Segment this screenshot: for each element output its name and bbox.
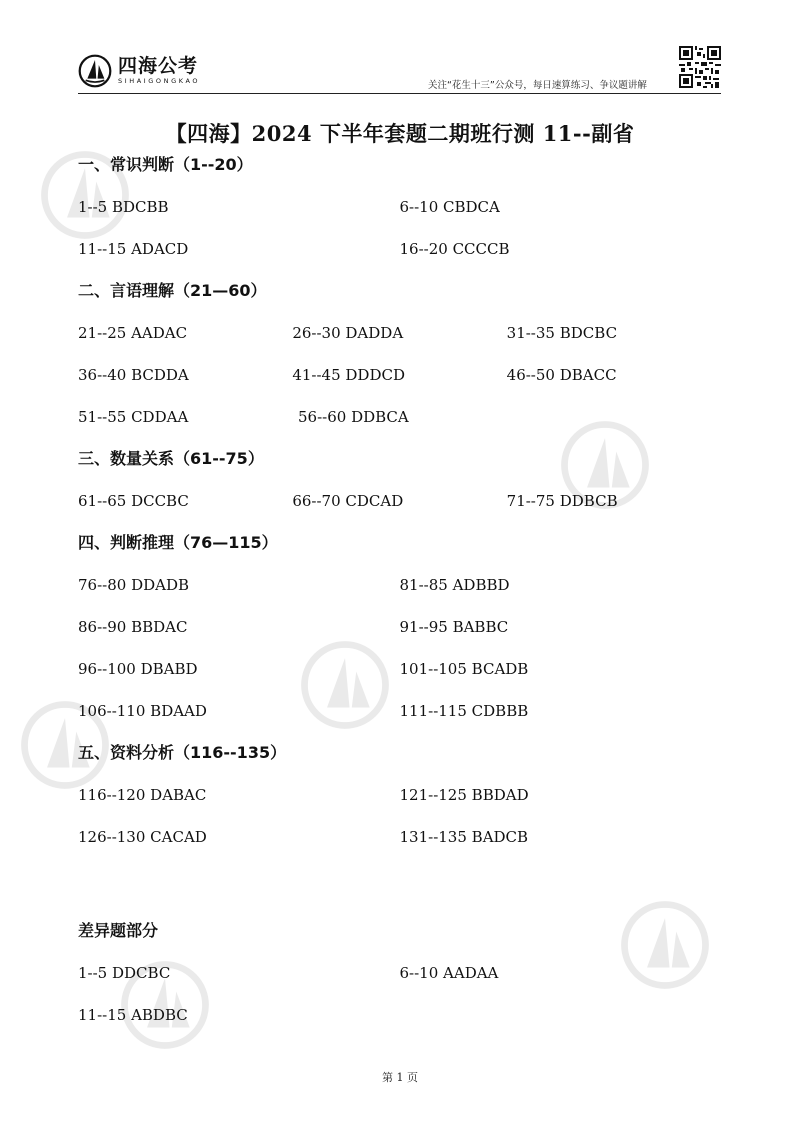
page-header <box>0 0 800 100</box>
answer-item: 116--120 DABAC <box>78 786 207 804</box>
page-title: 【四海】2024 下半年套题二期班行测 11--副省 <box>165 121 635 146</box>
answer-row <box>78 236 721 262</box>
answer-row <box>78 362 721 388</box>
answer-item: 11--15 ADACD <box>78 240 189 258</box>
answer-item: 106--110 BDAAD <box>78 702 207 720</box>
answer-item: 71--75 DDBCB <box>506 492 618 510</box>
answer-item: 66--70 CDCAD <box>292 492 404 510</box>
answer-item: 11--15 ABDBC <box>78 1006 188 1024</box>
section-heading: 三、数量关系（61--75） <box>78 449 264 468</box>
answer-row <box>78 1002 721 1028</box>
answer-item: 126--130 CACAD <box>78 828 207 846</box>
section-heading: 一、常识判断（1--20） <box>78 155 253 174</box>
answer-item: 6--10 AADAA <box>399 964 499 982</box>
sailboat-logo-icon <box>78 54 112 88</box>
answer-item: 16--20 CCCCB <box>399 240 510 258</box>
answer-row <box>78 698 721 724</box>
answer-item: 81--85 ADBBD <box>399 576 510 594</box>
answer-item: 111--115 CDBBB <box>399 702 529 720</box>
answer-row <box>78 614 721 640</box>
answer-row <box>78 824 721 850</box>
answer-item: 96--100 DBABD <box>78 660 198 678</box>
answer-item: 121--125 BBDAD <box>399 786 529 804</box>
answer-row <box>78 782 721 808</box>
section-heading: 四、判断推理（76—115） <box>78 533 278 552</box>
answer-item: 61--65 DCCBC <box>78 492 189 510</box>
answer-item: 76--80 DDADB <box>78 576 190 594</box>
brand-name-latin: SIHAIGONGKAO <box>118 77 201 85</box>
answer-row <box>78 194 721 220</box>
answer-item: 31--35 BDCBC <box>506 324 618 342</box>
answer-item: 86--90 BBDAC <box>78 618 188 636</box>
answer-item: 36--40 BCDDA <box>78 366 189 384</box>
brand-logo <box>78 54 200 88</box>
page-number: 第 1 页 <box>382 1071 418 1084</box>
answer-item: 131--135 BADCB <box>399 828 529 846</box>
answer-item: 1--5 DDCBC <box>78 964 171 982</box>
answer-key <box>78 152 721 1044</box>
answer-item: 91--95 BABBC <box>399 618 509 636</box>
answer-item: 56--60 DDBCA <box>298 408 409 426</box>
answer-item: 51--55 CDDAA <box>78 408 189 426</box>
answer-item: 1--5 BDCBB <box>78 198 169 216</box>
brand-name: 四海公考 <box>118 55 199 77</box>
section-heading: 二、言语理解（21—60） <box>78 281 267 300</box>
answer-item: 46--50 DBACC <box>506 366 617 384</box>
header-note: 关注“花生十三”公众号，每日速算练习、争议题讲解 <box>428 80 647 91</box>
answer-item: 6--10 CBDCA <box>399 198 500 216</box>
answer-row <box>78 656 721 682</box>
spacer <box>78 866 721 918</box>
answer-item: 41--45 DDDCD <box>292 366 405 384</box>
answer-row <box>78 960 721 986</box>
answer-row <box>78 320 721 346</box>
header-rule <box>78 93 721 94</box>
answer-item: 26--30 DADDA <box>292 324 404 342</box>
answer-row <box>78 404 721 430</box>
section-heading: 五、资料分析（116--135） <box>78 743 287 762</box>
answer-item: 101--105 BCADB <box>399 660 529 678</box>
answer-row <box>78 572 721 598</box>
qr-code-icon <box>679 46 721 88</box>
answer-row <box>78 488 721 514</box>
answer-item: 21--25 AADAC <box>78 324 188 342</box>
section-heading-diff: 差异题部分 <box>78 921 159 940</box>
